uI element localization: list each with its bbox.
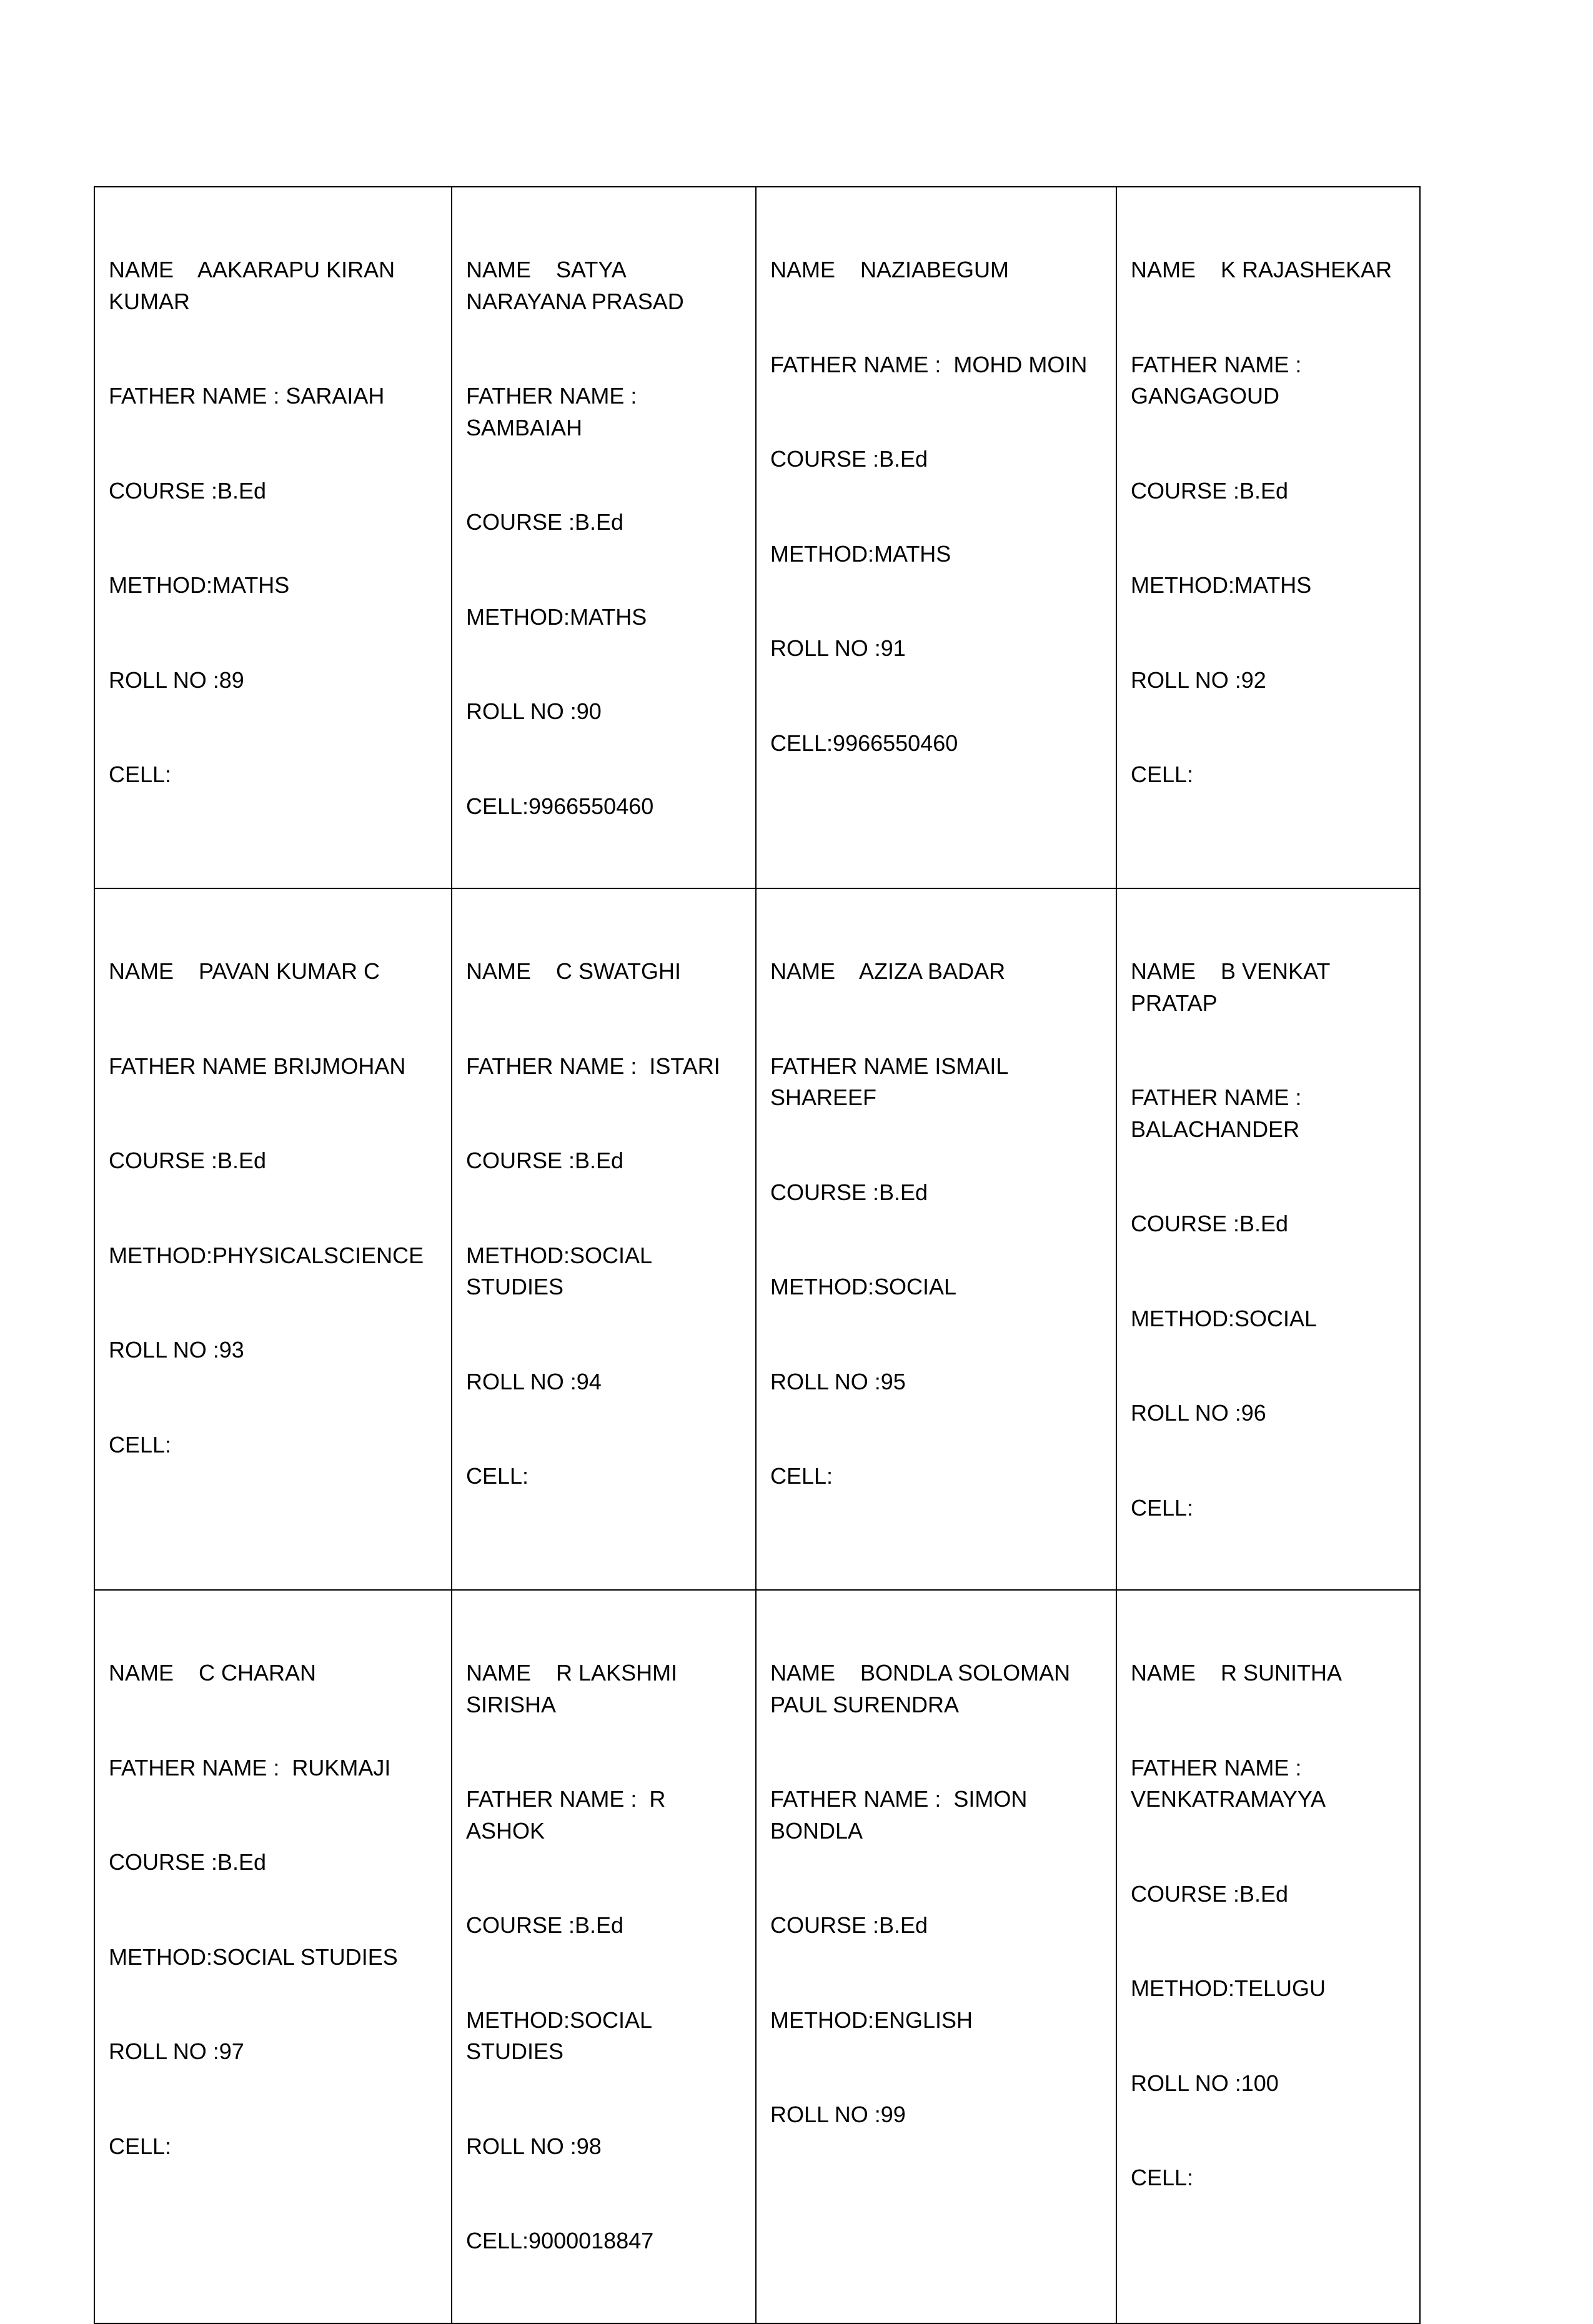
course: COURSE :B.Ed [1131,477,1289,504]
student-record-cell [1116,187,1420,888]
roll-number: ROLL NO :89 [109,667,244,693]
roll-number: ROLL NO :93 [109,1337,244,1363]
student-name: NAME AZIZA BADAR [770,958,1006,984]
student-name: NAME C CHARAN [109,1660,317,1686]
course: COURSE :B.Ed [466,1148,624,1173]
method: METHOD:SOCIAL STUDIES [466,2007,658,2064]
roll-number: ROLL NO :97 [109,2038,244,2064]
cell-number: CELL: [466,1463,529,1489]
student-name: NAME SATYA NARAYANA PRASAD [466,257,684,314]
student-record-cell [1116,888,1420,1590]
cell-number: CELL:9000018847 [466,2228,654,2253]
father-name: FATHER NAME : SARAIAH [109,383,385,409]
roll-number: ROLL NO :95 [770,1368,906,1394]
cell-number: CELL: [109,762,172,787]
student-name: NAME R SUNITHA [1131,1660,1342,1686]
method: METHOD:TELUGU [1131,1975,1326,2001]
method: METHOD:MATHS [1131,572,1312,598]
student-record-cell [94,888,452,1590]
method: METHOD:MATHS [466,603,647,630]
father-name: FATHER NAME BRIJMOHAN [109,1053,406,1079]
course: COURSE :B.Ed [466,509,624,535]
course: COURSE :B.Ed [1131,1211,1289,1236]
father-name: FATHER NAME : BALACHANDER [1131,1085,1308,1142]
student-record-cell [452,187,756,888]
method: METHOD:SOCIAL [1131,1305,1318,1331]
roll-number: ROLL NO :99 [770,2102,906,2127]
method: METHOD:PHYSICALSCIENCE [109,1242,424,1268]
student-record-cell [94,187,452,888]
student-name: NAME B VENKAT PRATAP [1131,958,1336,1016]
course: COURSE :B.Ed [770,1179,928,1205]
student-name: NAME K RAJASHEKAR [1131,257,1392,282]
roll-number: ROLL NO :96 [1131,1400,1266,1426]
cell-number: CELL:9966550460 [466,793,654,819]
roll-number: ROLL NO :90 [466,698,602,724]
student-name: NAME C SWATGHI [466,958,682,984]
student-name: NAME PAVAN KUMAR C [109,958,380,984]
student-record-cell [756,888,1116,1590]
course: COURSE :B.Ed [109,1849,267,1875]
student-record-cell [94,1590,452,2323]
method: METHOD:SOCIAL STUDIES [466,1242,658,1299]
student-record-cell [452,888,756,1590]
father-name: FATHER NAME : ISTARI [466,1053,720,1079]
course: COURSE :B.Ed [109,1148,267,1173]
method: METHOD:MATHS [109,572,290,598]
father-name: FATHER NAME : VENKATRAMAYYA [1131,1754,1326,1812]
course: COURSE :B.Ed [1131,1880,1289,1907]
father-name: FATHER NAME : GANGAGOUD [1131,351,1308,409]
course: COURSE :B.Ed [770,1912,928,1938]
method: METHOD:ENGLISH [770,2007,973,2033]
student-records-table [94,186,1421,2324]
father-name: FATHER NAME : RUKMAJI [109,1754,391,1780]
student-record-cell [756,187,1116,888]
father-name: FATHER NAME ISMAIL SHAREEF [770,1053,1015,1110]
student-record-cell [1116,1590,1420,2323]
father-name: FATHER NAME : MOHD MOIN [770,351,1088,377]
student-name: NAME NAZIABEGUM [770,257,1010,282]
table-row [94,888,1420,1590]
course: COURSE :B.Ed [466,1912,624,1938]
cell-number: CELL:9966550460 [770,730,958,756]
table-row [94,187,1420,888]
student-name: NAME AAKARAPU KIRAN KUMAR [109,257,402,314]
student-name: NAME BONDLA SOLOMAN PAUL SURENDRA [770,1660,1077,1717]
course: COURSE :B.Ed [109,477,267,504]
father-name: FATHER NAME : R ASHOK [466,1786,671,1844]
cell-number: CELL: [1131,1494,1194,1521]
roll-number: ROLL NO :98 [466,2133,602,2159]
roll-number: ROLL NO :92 [1131,667,1266,693]
course: COURSE :B.Ed [770,446,928,472]
cell-number: CELL: [1131,762,1194,787]
cell-number: CELL: [109,2133,172,2159]
roll-number: ROLL NO :94 [466,1368,602,1394]
method: METHOD:MATHS [770,540,951,567]
method: METHOD:SOCIAL [770,1274,957,1299]
cell-number: CELL: [109,1431,172,1457]
student-record-cell [756,1590,1116,2323]
cell-number: CELL: [770,1463,833,1489]
student-record-cell [452,1590,756,2323]
father-name: FATHER NAME : SAMBAIAH [466,383,643,440]
father-name: FATHER NAME : SIMON BONDLA [770,1786,1034,1844]
student-name: NAME R LAKSHMI SIRISHA [466,1660,684,1717]
roll-number: ROLL NO :100 [1131,2070,1279,2096]
cell-number: CELL: [1131,2165,1194,2190]
table-row [94,1590,1420,2323]
method: METHOD:SOCIAL STUDIES [109,1944,398,1970]
roll-number: ROLL NO :91 [770,635,906,661]
